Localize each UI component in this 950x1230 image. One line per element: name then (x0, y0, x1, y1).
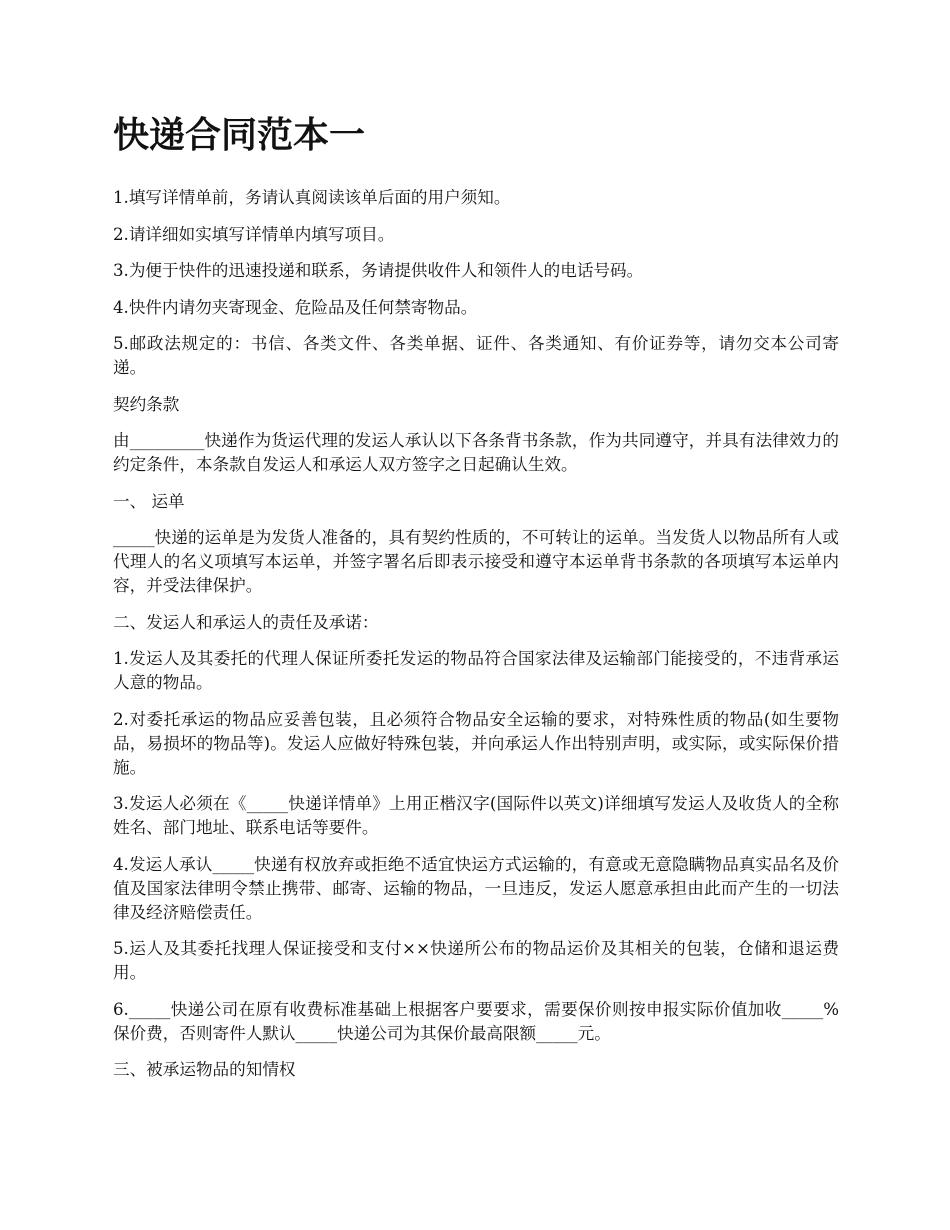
section-heading-responsibilities: 二、发运人和承运人的责任及承诺： (113, 612, 379, 632)
paragraph-resp-6: 6._____快递公司在原有收费标准基础上根据客户要要求，需要保价则按申报实际价值加收_____%保价费，否则寄件人默认_____快递公司为其保价最高限额_____元。 (113, 999, 839, 1043)
section-heading-right-to-know: 三、被承运物品的知情权 (113, 1060, 296, 1079)
paragraph-resp-1: 1.发运人及其委托的代理人保证所委托发运的物品符合国家法律及运输部门能接受的，不违背承运人意的物品。 (113, 649, 839, 692)
paragraph-resp-2: 2.对委托承运的物品应妥善包装，且必须符合物品安全运输的要求，对特殊性质的物品(如生要物品，易损坏的物品等)。发运人应做好特殊包装，并向承运人作出特别声明，或实际，或实际保价措施。 (113, 709, 839, 777)
paragraph-waybill: _____快递的运单是为发货人准备的，具有契约性质的，不可转让的运单。当发货人以物品所有人或代理人的名义项填写本运单，并签字署名后即表示接受和遵守本运单背书条款的各项填写本运单内容，并受法律保护。 (113, 528, 839, 595)
paragraph-resp-3: 3.发运人必须在《_____快递详情单》上用正楷汉字(国际件以英文)详细填写发运人及收货人的全称姓名、部门地址、联系电话等要件。 (113, 794, 839, 837)
document-title: 快递合同范本一 (113, 115, 366, 156)
document-page (113, 108, 839, 1095)
paragraph-resp-5: 5.运人及其委托找理人保证接受和支付××快递所公布的物品运价及其相关的包装，仓储和退运费用。 (113, 939, 839, 982)
paragraph-resp-4: 4.发运人承认_____快递有权放弃或拒绝不适宜快运方式运输的，有意或无意隐瞒物品真实品名及价值及国家法律明令禁止携带、邮寄、运输的物品，一旦违反，发运人愿意承担由此而产生的一切法律及经济赔偿责任。 (113, 854, 839, 922)
section-heading-waybill: 一、 运单 (113, 491, 185, 511)
paragraph-2: 2.请详细如实填写详情单内填写项目。 (113, 224, 395, 244)
paragraph-1: 1.填写详情单前，务请认真阅读该单后面的用户须知。 (113, 188, 511, 207)
paragraph-terms-intro: 由_________快递作为货运代理的发运人承认以下各条背书条款，作为共同遵守，并具有法律效力的约定条件，本条款自发运人和承运人双方签字之日起确认生效。 (113, 431, 839, 474)
paragraph-4: 4.快件内请勿夹寄现金、危险品及任何禁寄物品。 (113, 297, 478, 317)
paragraph-5: 5.邮政法规定的：书信、各类文件、各类单据、证件、各类通知、有价证券等，请勿交本公司寄递。 (113, 334, 839, 377)
section-heading-contract-terms: 契约条款 (113, 394, 180, 414)
paragraph-3: 3.为便于快件的迅速投递和联系，务请提供收件人和领件人的电话号码。 (113, 261, 644, 280)
